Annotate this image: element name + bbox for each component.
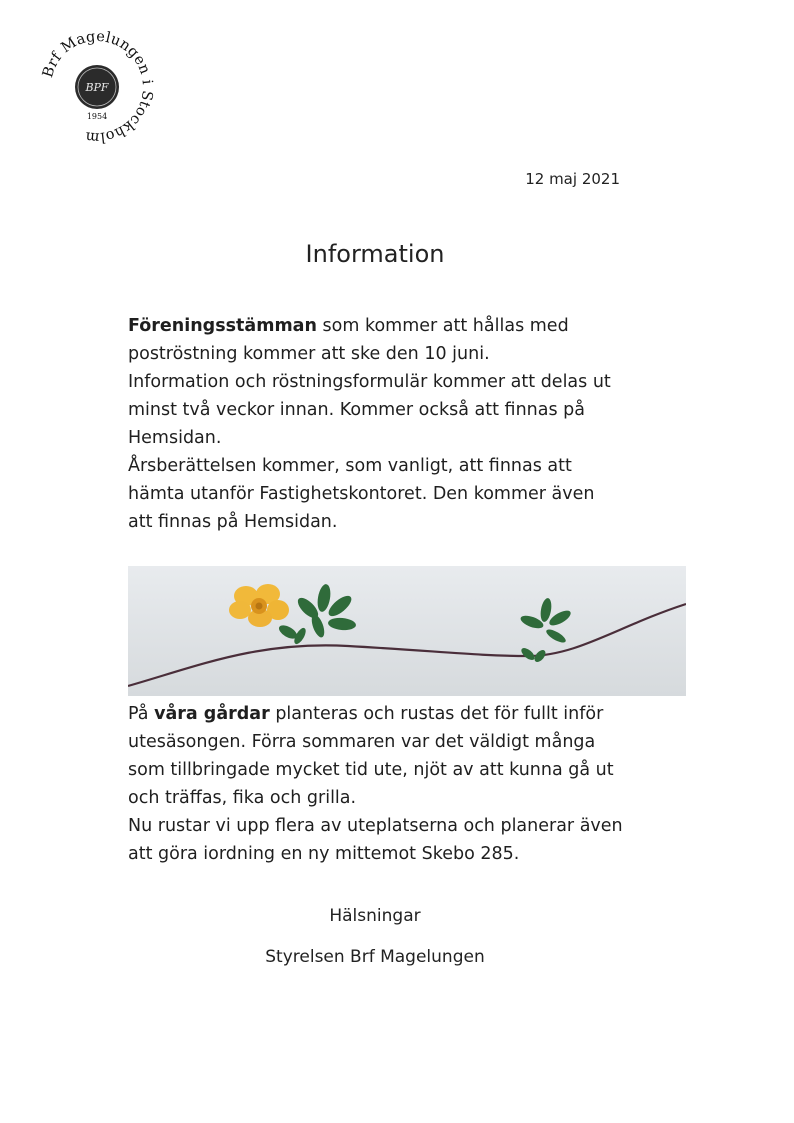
text-line: planteras och rustas det för fullt inför bbox=[269, 704, 604, 724]
seal-year: 1954 bbox=[86, 112, 108, 121]
paragraph-annual-meeting bbox=[128, 312, 688, 536]
text-line: som kommer att hållas med bbox=[316, 316, 569, 336]
bold-term-meeting: Föreningsstämman bbox=[128, 316, 317, 336]
text-line: Årsberättelsen kommer, som vanligt, att finnas att bbox=[128, 456, 572, 476]
text-line: poströstning kommer att ske den 10 juni. bbox=[128, 344, 490, 364]
text-line: Information och röstningsformulär kommer att delas ut bbox=[128, 372, 611, 392]
bold-term-courtyards: våra gårdar bbox=[154, 704, 270, 724]
letter-date: 12 maj 2021 bbox=[525, 170, 620, 188]
text-line: minst två veckor innan. Kommer också att finnas på bbox=[128, 400, 585, 420]
text-line: Nu rustar vi upp flera av uteplatserna och planerar även bbox=[128, 816, 623, 836]
seal-ring-text: Brf Magelungen i Stockholm bbox=[40, 28, 156, 146]
letter-title: Information bbox=[305, 240, 445, 268]
text-line: att göra iordning en ny mittemot Skebo 285. bbox=[128, 844, 520, 864]
flower-photo bbox=[128, 566, 686, 696]
text-line: utesäsongen. Förra sommaren var det väldigt många bbox=[128, 732, 596, 752]
association-seal-logo bbox=[38, 28, 156, 146]
signature: Styrelsen Brf Magelungen bbox=[265, 947, 485, 967]
text-line: Hemsidan. bbox=[128, 428, 222, 448]
text-line: och träffas, fika och grilla. bbox=[128, 788, 357, 808]
paragraph-courtyards bbox=[128, 700, 688, 868]
text-line: hämta utanför Fastighetskontoret. Den kommer även bbox=[128, 484, 595, 504]
greeting: Hälsningar bbox=[329, 906, 421, 926]
text-line: att finnas på Hemsidan. bbox=[128, 512, 338, 532]
seal-monogram: BPF bbox=[85, 81, 109, 94]
text-line: som tillbringade mycket tid ute, njöt av att kunna gå ut bbox=[128, 760, 614, 780]
text-line: På bbox=[128, 704, 155, 724]
